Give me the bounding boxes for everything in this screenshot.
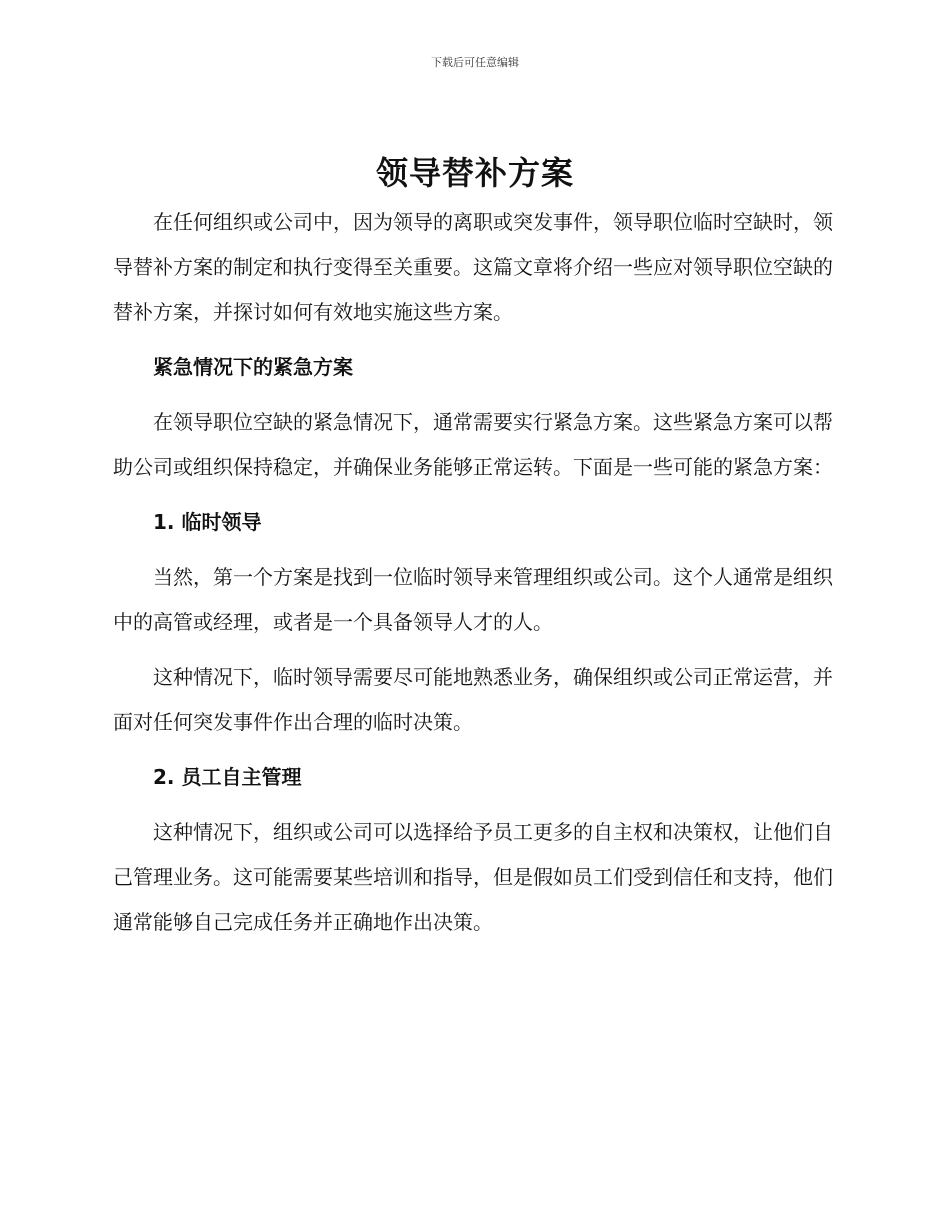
subheading-temporary-leader: 1. 临时领导 [153, 510, 262, 534]
section-heading-emergency: 紧急情况下的紧急方案 [153, 355, 353, 379]
emergency-paragraph: 在领导职位空缺的紧急情况下，通常需要实行紧急方案。这些紧急方案可以帮助公司或组织保持稳定，并确保业务能够正常运转。下面是一些可能的紧急方案： [113, 410, 833, 479]
temporary-leader-paragraph-2: 这种情况下，临时领导需要尽可能地熟悉业务，确保组织或公司正常运营，并面对任何突发事件作出合理的临时决策。 [113, 665, 833, 734]
employee-self-management-paragraph: 这种情况下，组织或公司可以选择给予员工更多的自主权和决策权，让他们自己管理业务。这可能需要某些培训和指导，但是假如员工们受到信任和支持，他们通常能够自己完成任务并正确地作出决策。 [113, 820, 833, 934]
document-title: 领导替补方案 [375, 154, 574, 192]
document-body [113, 200, 833, 955]
subheading-employee-self-management: 2. 员工自主管理 [153, 765, 302, 789]
temporary-leader-paragraph-1: 当然，第一个方案是找到一位临时领导来管理组织或公司。这个人通常是组织中的高管或经理，或者是一个具备领导人才的人。 [113, 565, 833, 634]
intro-paragraph: 在任何组织或公司中，因为领导的离职或突发事件，领导职位临时空缺时，领导替补方案的制定和执行变得至关重要。这篇文章将介绍一些应对领导职位空缺的替补方案，并探讨如何有效地实施这些方案。 [113, 210, 833, 324]
header-note: 下载后可任意编辑 [431, 56, 519, 69]
